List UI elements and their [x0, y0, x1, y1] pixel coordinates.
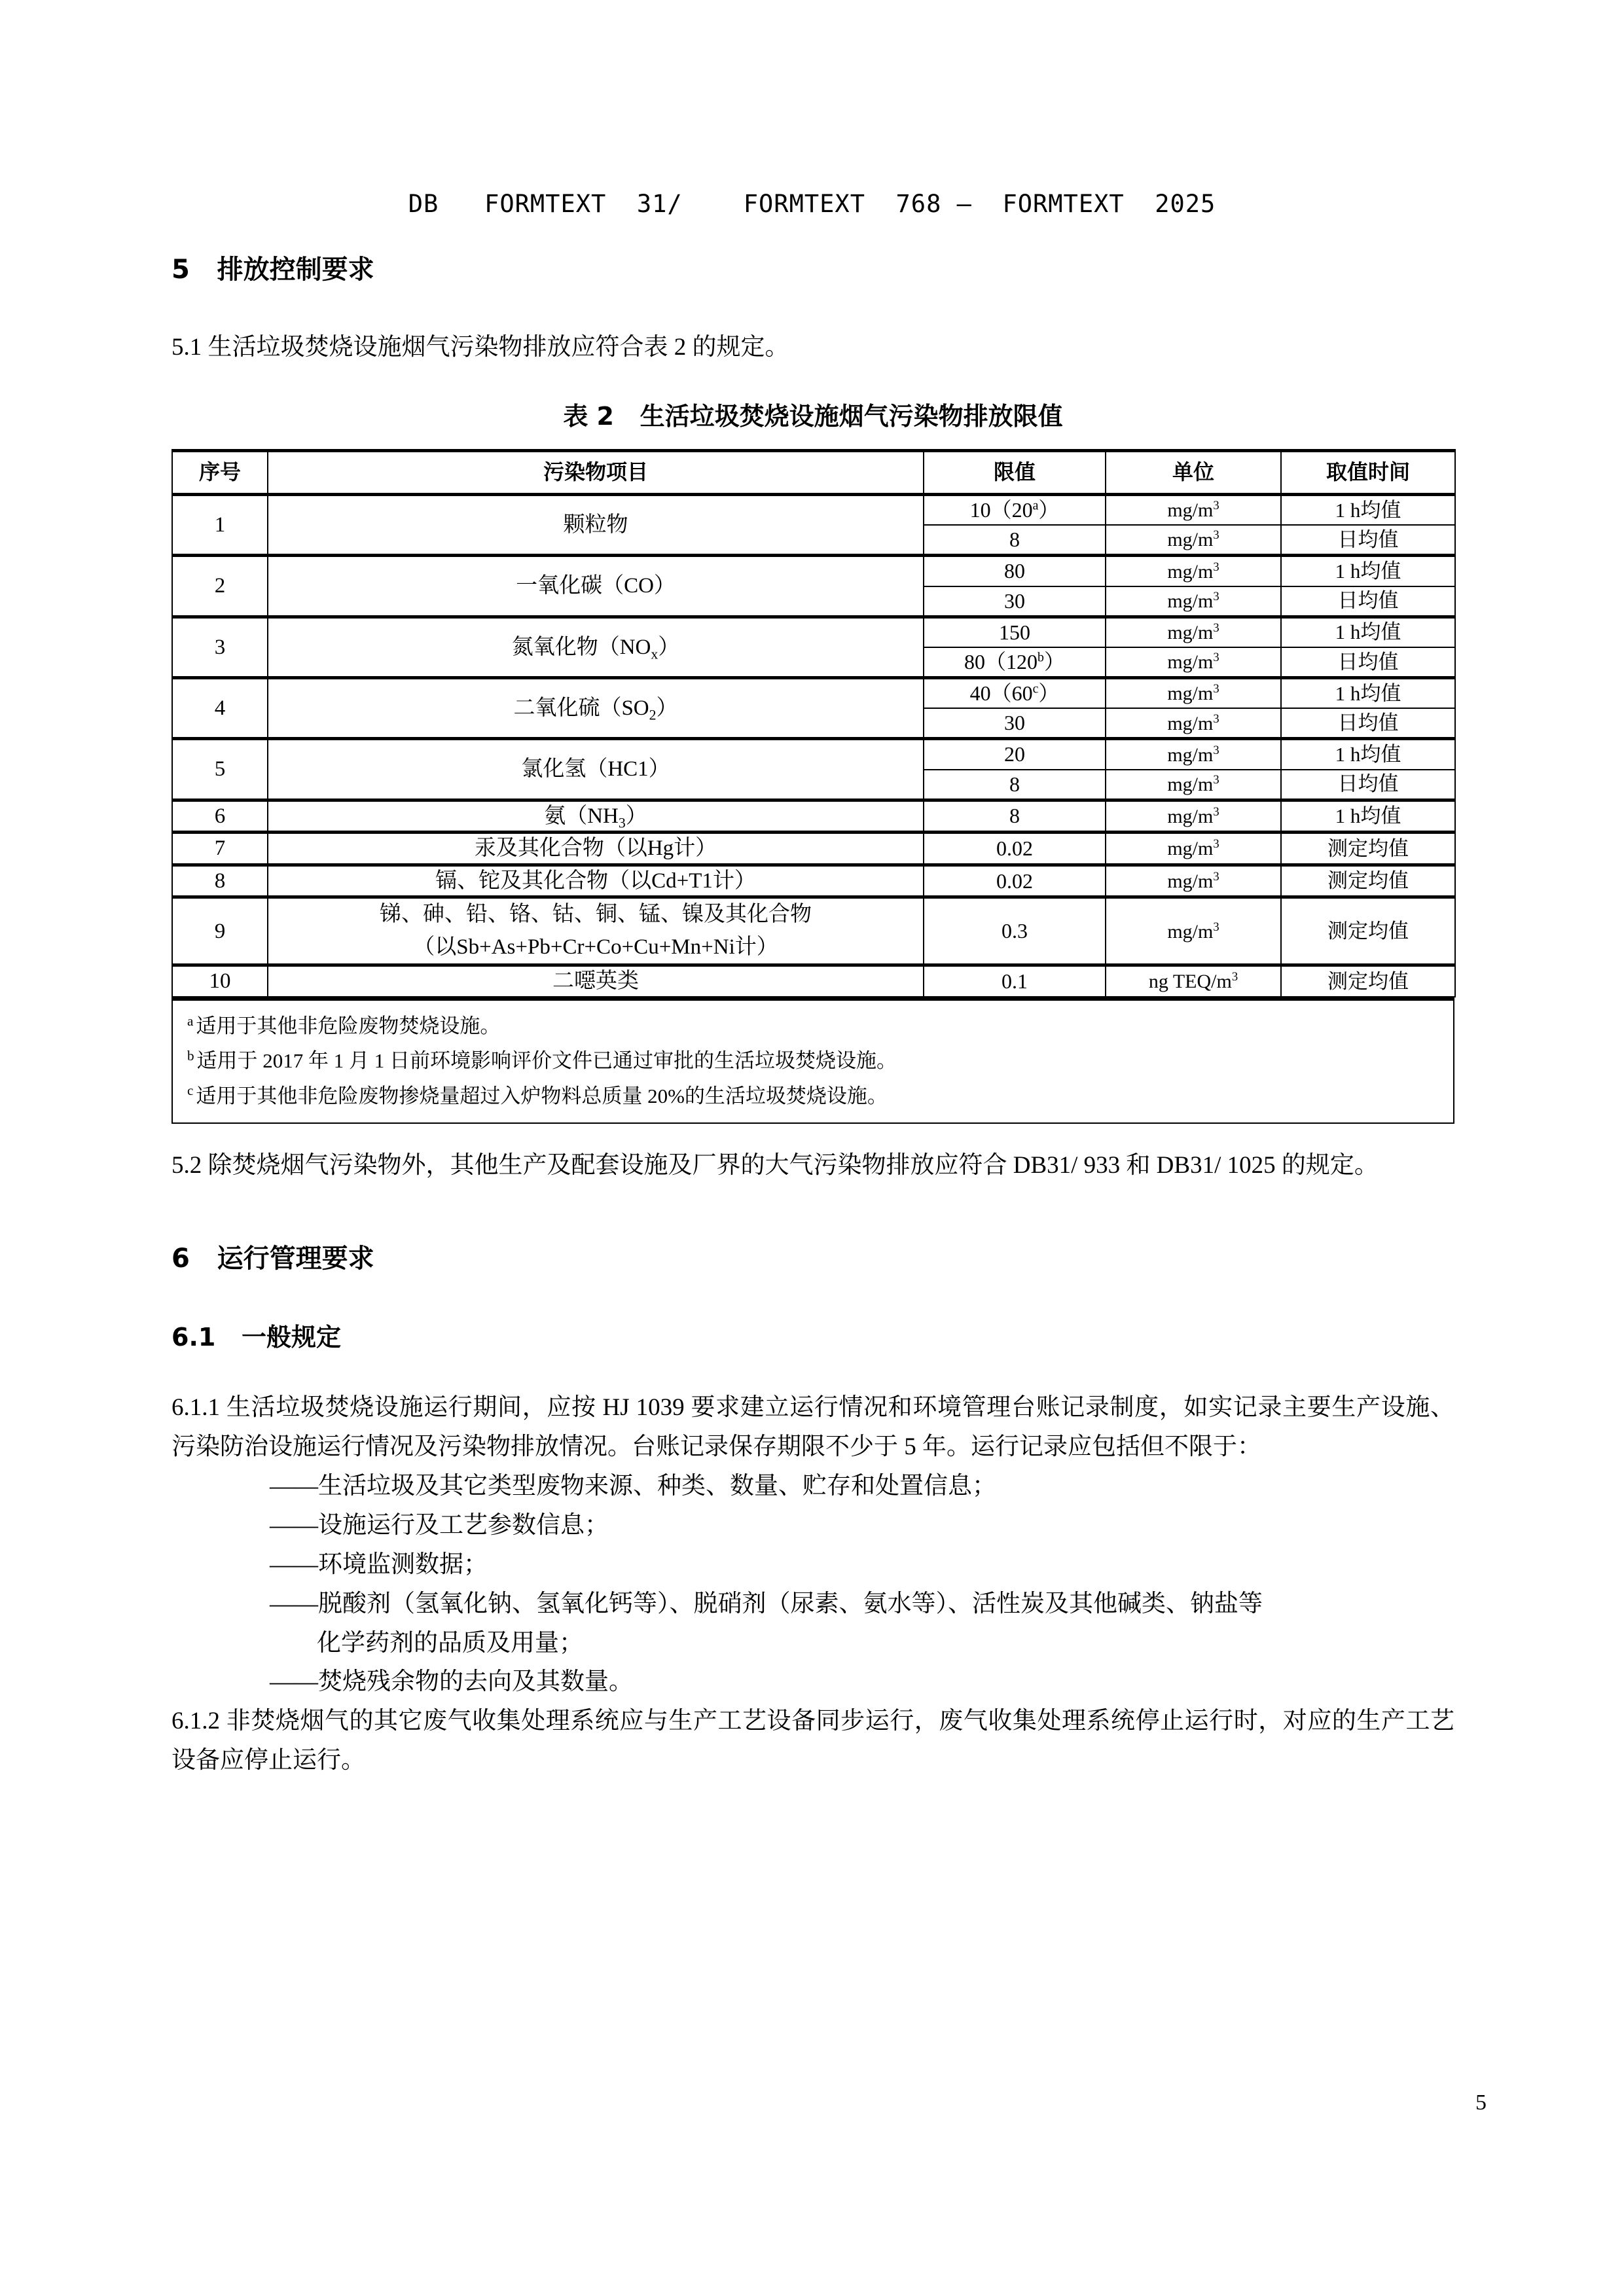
paragraph-5-2: 5.2 除焚烧烟气污染物外，其他生产及配套设施及厂界的大气污染物排放应符合 DB31/ 933 和 DB31/ 1025 的规定。 — [171, 1151, 1379, 1179]
cell-limit-value: 0.02 — [924, 865, 1106, 897]
cell-unit: mg/m$^3$ — [1106, 708, 1281, 739]
table-body — [172, 494, 1455, 997]
paragraph-6-1-1: 6.1.1 生活垃圾焚烧设施运行期间，应按 HJ 1039 要求建立运行情况和环境管理台账记录制度，如实记录主要生产设施、污染防治设施运行情况及污染物排放情况。台账记录保存期限不少于 5 年。运行记录应包括但不限于： — [171, 1393, 1454, 1460]
cell-limit-value: 20 — [924, 739, 1106, 770]
cell-limit-value: 8 — [924, 770, 1106, 800]
cell-unit: mg/m$^3$ — [1106, 678, 1281, 709]
table-row — [172, 494, 1455, 525]
table-row — [172, 865, 1455, 897]
document-body — [171, 249, 1454, 1780]
cell-unit: mg/m$^3$ — [1106, 525, 1281, 556]
cell-limit-value: 80（120$^b$） — [924, 647, 1106, 678]
cell-unit: mg/m$^3$ — [1106, 494, 1281, 525]
cell-averaging-time: 1 h均值 — [1281, 739, 1455, 770]
table-row — [172, 678, 1455, 709]
cell-unit: ng TEQ/m$^3$ — [1106, 965, 1281, 997]
col-header-no: 序号 — [172, 450, 268, 494]
cell-limit-value: 150 — [924, 617, 1106, 647]
list-item: ——生活垃圾及其它类型废物来源、种类、数量、贮存和处置信息； — [270, 1472, 996, 1499]
cell-serial-no: 9 — [172, 897, 268, 965]
table-row — [172, 556, 1455, 586]
cell-averaging-time: 日均值 — [1281, 525, 1455, 556]
cell-pollutant-item: 二噁英类 — [268, 965, 924, 997]
cell-serial-no: 10 — [172, 965, 268, 997]
cell-limit-value: 8 — [924, 800, 1106, 833]
cell-averaging-time: 1 h均值 — [1281, 800, 1455, 833]
cell-unit: mg/m$^3$ — [1106, 800, 1281, 833]
heading-section-6-1: 6.1 一般规定 — [171, 1322, 342, 1352]
cell-pollutant-item: 颗粒物 — [268, 494, 924, 555]
table-row — [172, 897, 1455, 965]
cell-averaging-time: 日均值 — [1281, 647, 1455, 678]
cell-pollutant-item: 氯化氢（HC1） — [268, 739, 924, 800]
cell-serial-no: 3 — [172, 617, 268, 677]
table-header-row — [172, 450, 1455, 494]
cell-averaging-time: 1 h均值 — [1281, 494, 1455, 525]
table-row — [172, 800, 1455, 833]
list-item: ——焚烧残余物的去向及其数量。 — [270, 1668, 633, 1696]
table-footnotes — [171, 997, 1454, 1124]
paragraph-5-1: 5.1 生活垃圾焚烧设施烟气污染物排放应符合表 2 的规定。 — [171, 334, 789, 361]
cell-serial-no: 7 — [172, 833, 268, 865]
paragraph-6-1-2: 6.1.2 非焚烧烟气的其它废气收集处理系统应与生产工艺设备同步运行，废气收集处理系统停止运行时，对应的生产工艺设备应停止运行。 — [171, 1708, 1454, 1774]
cell-pollutant-item: 氮氧化物$(NO_x)$ — [268, 617, 924, 677]
cell-unit: mg/m$^3$ — [1106, 556, 1281, 586]
cell-averaging-time: 测定均值 — [1281, 965, 1455, 997]
cell-limit-value: 0.3 — [924, 897, 1106, 965]
col-header-item: 污染物项目 — [268, 450, 924, 494]
cell-limit-value: 80 — [924, 556, 1106, 586]
heading-section-6: 6 运行管理要求 — [171, 1243, 374, 1274]
cell-unit: mg/m$^3$ — [1106, 647, 1281, 678]
cell-averaging-time: 日均值 — [1281, 770, 1455, 800]
cell-pollutant-item: 汞及其化合物（以Hg计） — [268, 833, 924, 865]
cell-unit: mg/m$^3$ — [1106, 586, 1281, 617]
cell-limit-value: 10（20$^a$） — [924, 494, 1106, 525]
cell-pollutant-item: 氨$(NH_3)$ — [268, 800, 924, 833]
cell-unit: mg/m$^3$ — [1106, 617, 1281, 647]
emission-limits-table — [171, 449, 1456, 997]
cell-limit-value: 30 — [924, 586, 1106, 617]
cell-averaging-time: 1 h均值 — [1281, 556, 1455, 586]
cell-unit: mg/m$^3$ — [1106, 770, 1281, 800]
list-item: ——环境监测数据； — [270, 1551, 488, 1578]
col-header-limit: 限值 — [924, 450, 1106, 494]
cell-pollutant-item: 镉、铊及其化合物（以Cd+T1计） — [268, 865, 924, 897]
cell-serial-no: 5 — [172, 739, 268, 800]
cell-averaging-time: 1 h均值 — [1281, 617, 1455, 647]
cell-pollutant-item: 二氧化硫$(SO_2)$ — [268, 678, 924, 739]
cell-serial-no: 6 — [172, 800, 268, 833]
cell-serial-no: 4 — [172, 678, 268, 739]
cell-serial-no: 1 — [172, 494, 268, 555]
page-number: 5 — [1475, 2090, 1487, 2115]
cell-averaging-time: 日均值 — [1281, 586, 1455, 617]
table-row — [172, 833, 1455, 865]
table-caption: 表 2 生活垃圾焚烧设施烟气污染物排放限值 — [563, 401, 1063, 431]
cell-unit: mg/m$^3$ — [1106, 897, 1281, 965]
cell-limit-value: 0.02 — [924, 833, 1106, 865]
col-header-time: 取值时间 — [1281, 450, 1455, 494]
cell-limit-value: 40（60$^c$） — [924, 678, 1106, 709]
table-row — [172, 617, 1455, 647]
cell-limit-value: 0.1 — [924, 965, 1106, 997]
cell-averaging-time: 测定均值 — [1281, 865, 1455, 897]
cell-unit: mg/m$^3$ — [1106, 865, 1281, 897]
cell-serial-no: 8 — [172, 865, 268, 897]
cell-averaging-time: 测定均值 — [1281, 833, 1455, 865]
table-row — [172, 965, 1455, 997]
cell-pollutant-item: 一氧化碳（CO） — [268, 556, 924, 617]
table-footnote: $^c$ 适用于其他非危险废物掺烧量超过入炉物料总质量 20%的生活垃圾焚烧设施。 — [187, 1083, 888, 1107]
table-row — [172, 739, 1455, 770]
cell-limit-value: 30 — [924, 708, 1106, 739]
running-header: DB FORMTEXT 31/ FORMTEXT 768 — FORMTEXT 2025 — [408, 190, 1216, 218]
table-footnote: $^a$ 适用于其他非危险废物焚烧设施。 — [187, 1013, 501, 1037]
heading-section-5: 5 排放控制要求 — [171, 255, 374, 285]
cell-averaging-time: 测定均值 — [1281, 897, 1455, 965]
record-requirements-list — [171, 1467, 1454, 1702]
cell-averaging-time: 1 h均值 — [1281, 678, 1455, 709]
list-item: ——设施运行及工艺参数信息； — [270, 1511, 609, 1539]
cell-unit: mg/m$^3$ — [1106, 739, 1281, 770]
cell-averaging-time: 日均值 — [1281, 708, 1455, 739]
cell-limit-value: 8 — [924, 525, 1106, 556]
cell-serial-no: 2 — [172, 556, 268, 617]
cell-pollutant-item: 锑、砷、铅、铬、钴、铜、锰、镍及其化合物 （以Sb+As+Pb+Cr+Co+Cu+Mn+Ni计） — [268, 897, 924, 965]
col-header-unit: 单位 — [1106, 450, 1281, 494]
list-item: ——脱酸剂（氢氧化钠、氢氧化钙等）、脱硝剂（尿素、氨水等）、活性炭及其他碱类、钠盐等 化学药剂的品质及用量； — [270, 1590, 1263, 1657]
cell-unit: mg/m$^3$ — [1106, 833, 1281, 865]
table-footnote: $^b$ 适用于 2017 年 1 月 1 日前环境影响评价文件已通过审批的生活垃圾焚烧设施。 — [187, 1047, 897, 1073]
